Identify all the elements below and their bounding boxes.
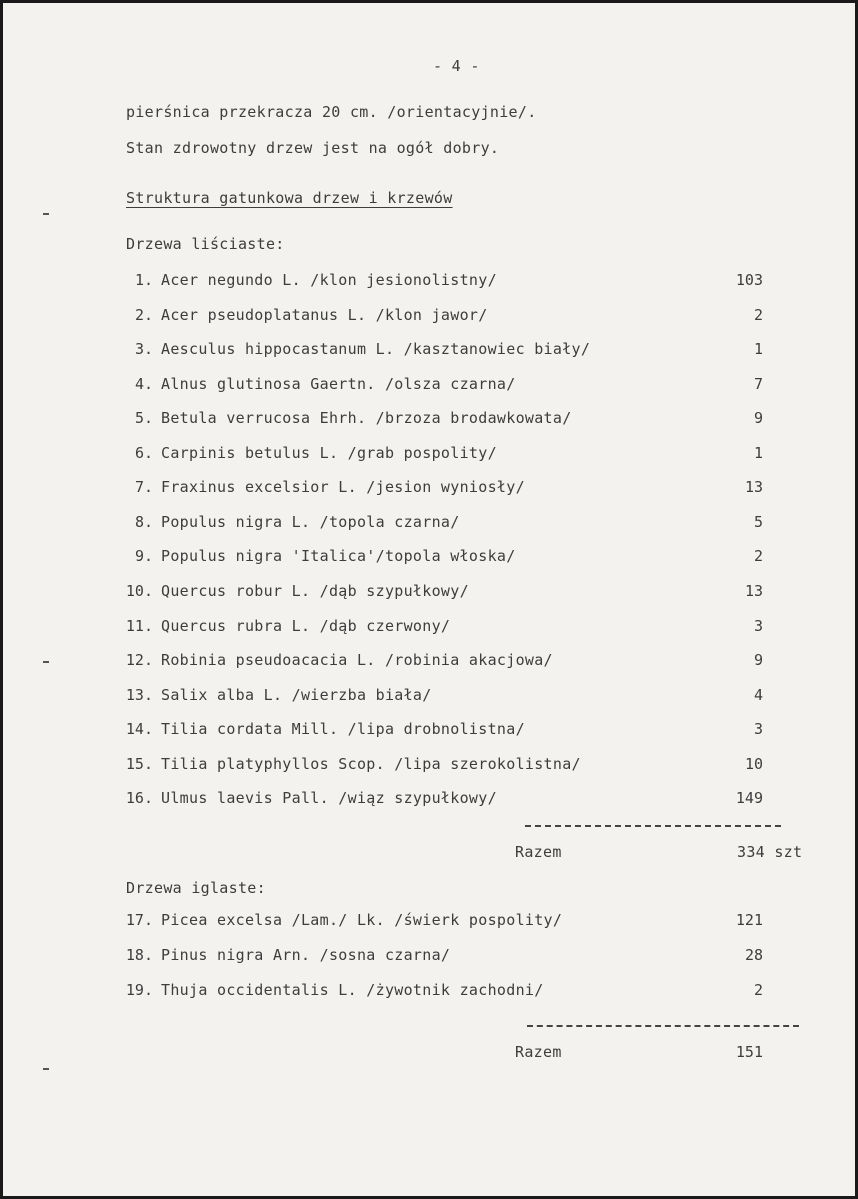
species-name: Robinia pseudoacacia L. /robinia akacjowa/ [161, 651, 553, 670]
species-name: Betula verrucosa Ehrh. /brzoza brodawkowata/ [161, 409, 572, 428]
item-number: 10. [125, 581, 153, 600]
item-number: 16. [125, 789, 153, 808]
species-name: Aesculus hippocastanum L. /kasztanowiec biały/ [161, 340, 591, 359]
item-number: 5. [134, 409, 153, 428]
item-number: 11. [125, 616, 153, 635]
species-count: 4 [753, 685, 763, 704]
item-number: 2. [134, 305, 153, 324]
species-count: 13 [744, 581, 763, 600]
species-count: 3 [753, 720, 763, 739]
species-name: Populus nigra 'Italica'/topola włoska/ [161, 547, 516, 566]
margin-mark [43, 1068, 49, 1070]
item-number: 13. [125, 685, 153, 704]
item-number: 19. [125, 981, 153, 999]
item-number: 18. [125, 946, 153, 964]
species-count: 13 [744, 478, 763, 497]
species-count: 10 [744, 754, 763, 773]
item-number: 15. [125, 754, 153, 773]
species-name: Acer negundo L. /klon jesionolistny/ [161, 271, 497, 289]
species-name: Tilia platyphyllos Scop. /lipa szerokolistna/ [161, 754, 581, 773]
item-number: 1. [134, 271, 153, 289]
species-name: Thuja occidentalis L. /żywotnik zachodni/ [161, 981, 544, 999]
item-number: 3. [134, 340, 153, 359]
item-number: 12. [125, 651, 153, 670]
item-number: 14. [125, 720, 153, 739]
species-name: Picea excelsa /Lam./ Lk. /świerk pospolity/ [161, 911, 563, 929]
item-number: 4. [134, 374, 153, 393]
species-name: Fraxinus excelsior L. /jesion wyniosły/ [161, 478, 525, 497]
species-name: Salix alba L. /wierzba biała/ [161, 685, 432, 704]
species-name: Tilia cordata Mill. /lipa drobnolistna/ [161, 720, 525, 739]
species-name: Ulmus laevis Pall. /wiąz szypułkowy/ [161, 789, 497, 808]
species-name: Quercus robur L. /dąb szypułkowy/ [161, 581, 469, 600]
species-name: Populus nigra L. /topola czarna/ [161, 512, 460, 531]
item-number: 17. [125, 911, 153, 929]
total-separator [525, 825, 781, 827]
item-number: 6. [134, 443, 153, 462]
species-name: Alnus glutinosa Gaertn. /olsza czarna/ [161, 374, 516, 393]
species-name: Quercus rubra L. /dąb czerwony/ [161, 616, 451, 635]
deciduous-heading: Drzewa liściaste: [126, 235, 285, 253]
species-count: 2 [753, 981, 763, 999]
coniferous-total-value: 151 [735, 1043, 763, 1061]
species-count: 2 [753, 547, 763, 566]
total-separator [527, 1025, 799, 1027]
species-count: 9 [753, 409, 763, 428]
species-count: 149 [735, 789, 763, 808]
coniferous-heading: Drzewa iglaste: [126, 879, 266, 897]
coniferous-total-label: Razem [515, 1043, 562, 1061]
item-number: 8. [134, 512, 153, 531]
species-name: Carpinis betulus L. /grab pospolity/ [161, 443, 497, 462]
item-number: 7. [134, 478, 153, 497]
margin-mark [43, 213, 49, 215]
intro-line: pierśnica przekracza 20 cm. /orientacyjnie/. [126, 103, 537, 121]
species-count: 1 [753, 443, 763, 462]
species-count: 2 [753, 305, 763, 324]
intro-line: Stan zdrowotny drzew jest na ogół dobry. [126, 139, 500, 157]
item-number: 9. [134, 547, 153, 566]
margin-mark [43, 661, 49, 663]
species-name: Pinus nigra Arn. /sosna czarna/ [161, 946, 451, 964]
species-count: 28 [744, 946, 763, 964]
species-count: 103 [735, 271, 763, 289]
section-title: Struktura gatunkowa drzew i krzewów [126, 189, 453, 207]
deciduous-total-label: Razem [515, 843, 562, 861]
page-number: - 4 - [433, 57, 480, 75]
deciduous-total-value: 334 szt [737, 843, 803, 861]
species-count: 5 [753, 512, 763, 531]
species-count: 1 [753, 340, 763, 359]
species-count: 9 [753, 651, 763, 670]
species-count: 3 [753, 616, 763, 635]
species-count: 7 [753, 374, 763, 393]
species-count: 121 [735, 911, 763, 929]
species-name: Acer pseudoplatanus L. /klon jawor/ [161, 305, 488, 324]
